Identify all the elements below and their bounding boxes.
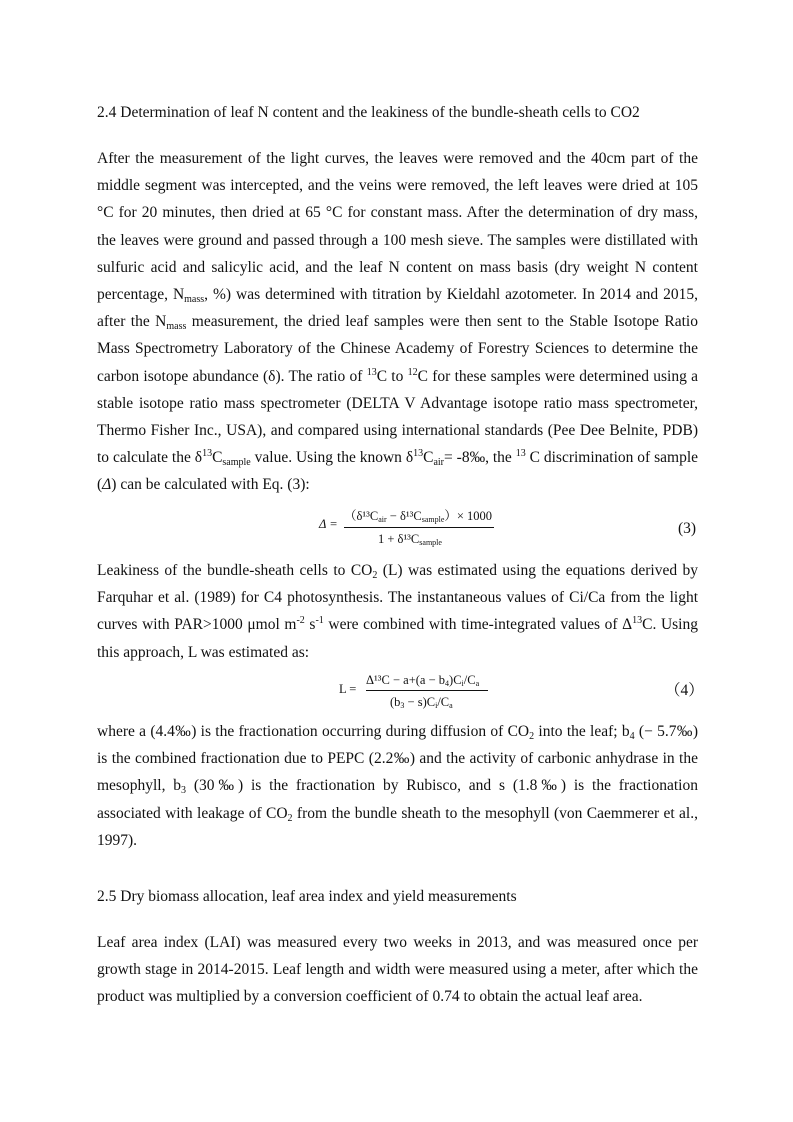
equation-3-numerator xyxy=(344,508,492,524)
superscript: -1 xyxy=(315,615,324,627)
eq-text: − s)C xyxy=(404,695,436,709)
paragraph-leakiness xyxy=(97,557,698,666)
text-run: , %) was determined with titration by Kieldahl azotometer. In 2014 and 2015, after the N xyxy=(97,286,699,331)
superscript: 13 xyxy=(632,615,643,627)
equation-4-denominator xyxy=(390,694,453,710)
text-run: C xyxy=(212,449,223,467)
text-run: (− 5.7‰) is the combined fractionation due to PEPC (2.2‰) and the activity of carbonic anhydrase in the mesophyll, b xyxy=(97,723,698,795)
eq-sub: 3 xyxy=(400,701,405,710)
paragraph-fractionation-terms xyxy=(97,718,698,854)
text-run: value. Using the known δ xyxy=(250,449,414,467)
subscript: 4 xyxy=(629,731,635,742)
text-run: C. Using this approach, L was estimated as: xyxy=(97,616,698,661)
text-run: where a (4.4‰) is the fractionation occurring during diffusion of CO xyxy=(97,723,530,740)
text-run: were combined with time-integrated values of Δ xyxy=(323,616,633,634)
eq-sub: sample xyxy=(421,515,445,524)
equation-4-numerator xyxy=(366,672,479,688)
subscript: 2 xyxy=(372,570,378,581)
eq-text: 1 + δ¹³C xyxy=(378,532,420,546)
eq-text: − δ¹³C xyxy=(386,509,422,523)
text-run: C discrimination of sample ( xyxy=(97,449,698,494)
italic-symbol: Δ xyxy=(102,476,112,494)
text-run: After the measurement of the light curves, the leaves were removed and the 40cm part of the middle segment was intercepted, and the veins were removed, the left leaves were dried at 105 °C for 20 minutes, then dried at 65 °C for constant mass. After the determination of dry mass, the leaves were ground and passed through a 100 mesh sieve. The samples were distillated with sulfuric acid and salicylic acid, and the leaf N content on mass basis (dry weight N content percentage, N xyxy=(97,150,698,304)
superscript: 13 xyxy=(515,448,526,460)
section-heading-2-5: 2.5 Dry biomass allocation, leaf area index and yield measurements xyxy=(97,888,517,905)
eq-sub: air xyxy=(378,515,387,524)
text-run: Leakiness of the bundle-sheath cells to CO xyxy=(97,562,373,579)
eq-text: （δ¹³C xyxy=(344,509,379,523)
subscript: 2 xyxy=(529,731,535,742)
text-run: (L) was estimated using the equations derived by Farquhar et al. (1989) for C4 photosynthesis. The instantaneous values of Ci/Ca from the light curves with PAR>1000 μmol m xyxy=(97,562,699,634)
subscript: 2 xyxy=(287,812,293,824)
eq-text: /C xyxy=(463,673,476,687)
text-run: from the bundle sheath to the mesophyll (von Caemmerer et al., 1997). xyxy=(97,804,698,849)
equation-3-number: (3) xyxy=(678,520,697,537)
paragraph-leaf-n-content xyxy=(97,145,698,499)
eq-text: (b xyxy=(390,695,401,709)
equation-4-number: （4） xyxy=(665,682,704,699)
superscript: 12 xyxy=(407,366,418,378)
eq-text: /C xyxy=(437,695,450,709)
equation-3-lhs: Δ = xyxy=(319,517,338,531)
text-run: C xyxy=(423,449,434,467)
text-run: C for these samples were determined using a stable isotope ratio mass spectrometer (DELTA V Advantage isotope ratio mass spectrometer, Thermo Fisher Inc., USA), and compared using international standards (Pee Dee Belnite, PDB) to calculate the δ xyxy=(97,367,698,467)
text-run: (30‰) is the fractionation by Rubisco, and s (1.8‰) is the fractionation associated with leakage of CO xyxy=(97,777,698,822)
subscript: air xyxy=(433,457,445,469)
eq-sub: a xyxy=(475,679,480,688)
text-run: C to xyxy=(376,367,408,385)
text-run: ) can be calculated with Eq. (3): xyxy=(111,476,310,494)
equation-4-fraction-bar xyxy=(366,690,488,691)
eq-sub: a xyxy=(449,701,453,710)
subscript: sample xyxy=(222,457,251,469)
superscript: 13 xyxy=(413,448,424,460)
text-run: measurement, the dried leaf samples were then sent to the Stable Isotope Ratio Mass Spectrometry Laboratory of the Chinese Academy of Forestry Sciences to determine the carbon isotope abundance (δ). The ratio of xyxy=(97,313,698,385)
equation-3-fraction-bar xyxy=(344,527,494,528)
superscript: 13 xyxy=(366,366,377,378)
section-heading-2-4: 2.4 Determination of leaf N content and the leakiness of the bundle-sheath cells to CO2 xyxy=(97,104,640,121)
superscript: -2 xyxy=(296,615,305,627)
text-run: into the leaf; b xyxy=(534,723,630,740)
paragraph-leaf-area-index: Leaf area index (LAI) was measured every two weeks in 2013, and was measured once per growth stage in 2014-2015. Leaf length and width were measured using a meter, after which the product was multiplied by a conversion coefficient of 0.74 to obtain the actual leaf area. xyxy=(97,934,698,1006)
subscript: 3 xyxy=(181,785,187,797)
eq-sub: sample xyxy=(419,538,442,547)
eq-sub: 4 xyxy=(445,679,450,688)
text-run: = -8‰, the xyxy=(444,449,516,467)
subscript: mass xyxy=(184,294,205,306)
text-run: s xyxy=(304,616,316,634)
superscript: 13 xyxy=(202,448,213,460)
eq-text: Δ¹³C − a+(a − b xyxy=(366,673,446,687)
eq-sub: i xyxy=(461,679,464,688)
eq-text: ）× 1000 xyxy=(444,509,493,523)
eq-text: )C xyxy=(449,673,462,687)
equation-4-lhs: L = xyxy=(339,682,357,696)
equation-3-denominator xyxy=(378,531,442,547)
eq-sub: i xyxy=(435,701,438,710)
subscript: mass xyxy=(166,321,187,333)
